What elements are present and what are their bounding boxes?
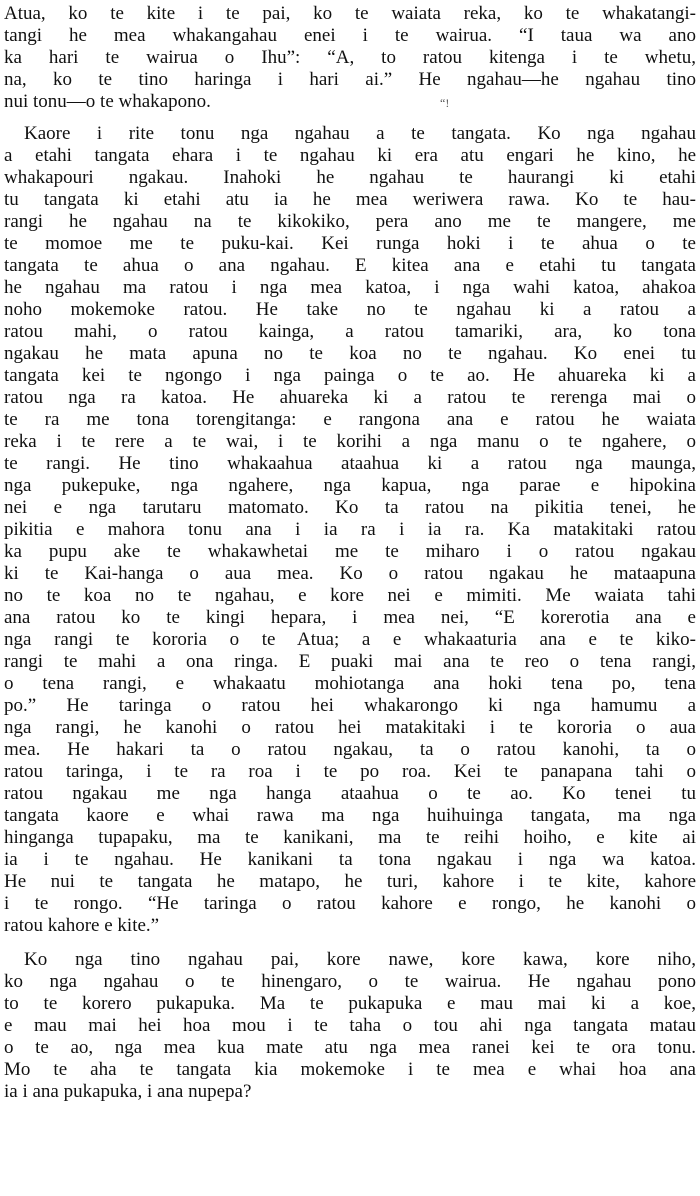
text-line: hinganga tupapaku, ma te kanikani, ma te reihi hoiho, e kite ai: [4, 827, 696, 848]
document-body: [4, 3, 696, 1103]
text-line: te momoe me te puku-kai. Kei runga hoki i te ahua o te: [4, 233, 696, 254]
text-line: te ra me tona torengitanga: e rangona ana e ratou he waiata: [4, 409, 696, 430]
text-line: ratou kahore e kite.”: [4, 915, 160, 936]
text-line: noho mokemoke ratou. He take no te ngahau ki a ratou a: [4, 299, 696, 320]
ink-mark: “!: [440, 96, 450, 110]
text-line: na, ko te tino haringa i hari ai.” He ngahau—he ngahau tino: [4, 69, 696, 90]
text-line: e mau mai hei hoa mou i te taha o tou ahi nga tangata matau: [4, 1015, 696, 1036]
text-line: ratou nga ra katoa. He ahuareka ki a ratou te rerenga mai o: [4, 387, 696, 408]
text-line: ia i ana pukapuka, i ana nupepa?: [4, 1081, 252, 1102]
paragraph: [4, 3, 696, 113]
text-line: ratou taringa, i te ra roa i te po roa. Kei te panapana tahi o: [4, 761, 696, 782]
text-line: mea. He hakari ta o ratou ngakau, ta o ratou kanohi, ta o: [4, 739, 696, 760]
text-line: tangi he mea whakangahau enei i te wairua. “I taua wa ano: [4, 25, 696, 46]
text-line: te rangi. He tino whakaahua ataahua ki a ratou nga maunga,: [4, 453, 696, 474]
text-line: Kaore i rite tonu nga ngahau a te tangata. Ko nga ngahau: [24, 123, 696, 144]
text-line: He nui te tangata he matapo, he turi, kahore i te kite, kahore: [4, 871, 696, 892]
text-line: Ko nga tino ngahau pai, kore nawe, kore kawa, kore niho,: [24, 949, 696, 970]
text-line: ka pupu ake te whakawhetai me te miharo i o ratou ngakau: [4, 541, 696, 562]
text-line: nga rangi te kororia o te Atua; a e whakaaturia ana e te kiko-: [4, 629, 696, 650]
text-line: o te ao, nga mea kua mate atu nga mea ranei kei te ora tonu.: [4, 1037, 696, 1058]
text-line: o tena rangi, e whakaatu mohiotanga ana hoki tena po, tena: [4, 673, 696, 694]
document-page: [0, 3, 700, 1196]
text-line: ana ratou ko te kingi hepara, i mea nei, “E korerotia ana e: [4, 607, 696, 628]
text-line: rangi te mahi a ona ringa. E puaki mai ana te reo o tena rangi,: [4, 651, 696, 672]
text-line: whakapouri ngakau. Inahoki he ngahau te haurangi ki etahi: [4, 167, 696, 188]
text-line: reka i te rere a te wai, i te korihi a nga manu o te ngahere, o: [4, 431, 696, 452]
text-line: po.” He taringa o ratou hei whakarongo ki nga hamumu a: [4, 695, 696, 716]
text-line: he ngahau ma ratou i nga mea katoa, i nga wahi katoa, ahakoa: [4, 277, 696, 298]
paragraph: [4, 123, 696, 937]
text-line: rangi he ngahau na te kikokiko, pera ano me te mangere, me: [4, 211, 696, 232]
text-line: ka hari te wairua o Ihu”: “A, to ratou kitenga i te whetu,: [4, 47, 696, 68]
text-line: Mo te aha te tangata kia mokemoke i te mea e whai hoa ana: [4, 1059, 696, 1080]
text-line: tangata kaore e whai rawa ma nga huihuinga tangata, ma nga: [4, 805, 696, 826]
text-line: ratou mahi, o ratou kainga, a ratou tamariki, ara, ko tona: [4, 321, 696, 342]
text-line: nga pukepuke, nga ngahere, nga kapua, nga parae e hipokina: [4, 475, 696, 496]
text-line: ki te Kai-hanga o aua mea. Ko o ratou ngakau he mataapuna: [4, 563, 696, 584]
text-line: nga rangi, he kanohi o ratou hei matakitaki i te kororia o aua: [4, 717, 696, 738]
text-line: nui tonu—o te whakapono.: [4, 91, 211, 112]
text-line: tangata te ahua o ana ngahau. E kitea ana e etahi tu tangata: [4, 255, 696, 276]
text-line: pikitia e mahora tonu ana i ia ra i ia ra. Ka matakitaki ratou: [4, 519, 696, 540]
text-line: no te koa no te ngahau, e kore nei e mimiti. Me waiata tahi: [4, 585, 696, 606]
text-line: ia i te ngahau. He kanikani ta tona ngakau i nga wa katoa.: [4, 849, 696, 870]
text-line: Atua, ko te kite i te pai, ko te waiata reka, ko te whakatangi-: [4, 3, 696, 24]
text-line: tangata kei te ngongo i nga painga o te ao. He ahuareka ki a: [4, 365, 696, 386]
text-line: a etahi tangata ehara i te ngahau ki era atu engari he kino, he: [4, 145, 696, 166]
text-line: ngakau he mata apuna no te koa no te ngahau. Ko enei tu: [4, 343, 696, 364]
text-line: tu tangata ki etahi atu ia he mea weriwera rawa. Ko te hau-: [4, 189, 696, 210]
text-line: ko nga ngahau o te hinengaro, o te wairua. He ngahau pono: [4, 971, 696, 992]
paragraph: [4, 949, 696, 1103]
text-line: nei e nga tarutaru matomato. Ko ta ratou na pikitia tenei, he: [4, 497, 696, 518]
text-line: ratou ngakau me nga hanga ataahua o te ao. Ko tenei tu: [4, 783, 696, 804]
text-line: i te rongo. “He taringa o ratou kahore e rongo, he kanohi o: [4, 893, 696, 914]
text-line: to te korero pukapuka. Ma te pukapuka e mau mai ki a koe,: [4, 993, 696, 1014]
